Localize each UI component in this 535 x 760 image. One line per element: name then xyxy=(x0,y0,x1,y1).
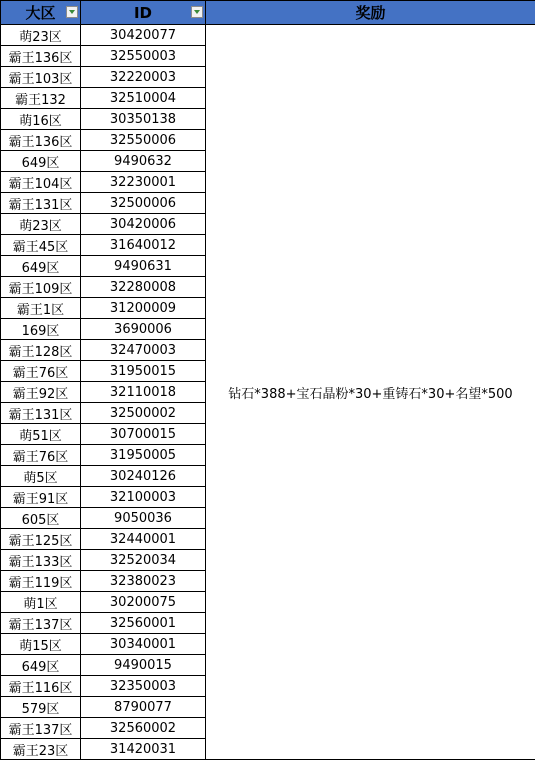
id-cell[interactable]: 32550006 xyxy=(81,130,206,151)
id-cell[interactable]: 30350138 xyxy=(81,109,206,130)
id-cell[interactable]: 30700015 xyxy=(81,424,206,445)
region-cell[interactable]: 霸王76区 xyxy=(1,361,81,382)
id-cell[interactable]: 32500006 xyxy=(81,193,206,214)
region-cell[interactable]: 霸王104区 xyxy=(1,172,81,193)
region-cell[interactable]: 霸王137区 xyxy=(1,613,81,634)
header-reward-label: 奖励 xyxy=(355,4,386,22)
id-cell[interactable]: 32470003 xyxy=(81,340,206,361)
id-cell[interactable]: 30240126 xyxy=(81,466,206,487)
region-cell[interactable]: 霸王103区 xyxy=(1,67,81,88)
region-cell[interactable]: 萌15区 xyxy=(1,634,81,655)
id-cell[interactable]: 9050036 xyxy=(81,508,206,529)
region-cell[interactable]: 霸王137区 xyxy=(1,718,81,739)
table-body xyxy=(1,25,535,760)
header-region xyxy=(1,1,81,25)
id-cell[interactable]: 30420077 xyxy=(81,25,206,46)
table-row xyxy=(1,25,535,46)
id-cell[interactable]: 30340001 xyxy=(81,634,206,655)
id-cell[interactable]: 31950005 xyxy=(81,445,206,466)
id-cell[interactable]: 3690006 xyxy=(81,319,206,340)
id-cell[interactable]: 9490015 xyxy=(81,655,206,676)
region-cell[interactable]: 霸王136区 xyxy=(1,46,81,67)
id-cell[interactable]: 32380023 xyxy=(81,571,206,592)
region-cell[interactable]: 萌23区 xyxy=(1,214,81,235)
id-cell[interactable]: 32510004 xyxy=(81,88,206,109)
id-cell[interactable]: 32560002 xyxy=(81,718,206,739)
id-cell[interactable]: 30420006 xyxy=(81,214,206,235)
region-cell[interactable]: 霸王131区 xyxy=(1,193,81,214)
header-id xyxy=(81,1,206,25)
region-cell[interactable]: 霸王125区 xyxy=(1,529,81,550)
id-cell[interactable]: 31420031 xyxy=(81,739,206,760)
id-cell[interactable]: 32520034 xyxy=(81,550,206,571)
region-cell[interactable]: 霸王132 xyxy=(1,88,81,109)
id-cell[interactable]: 8790077 xyxy=(81,697,206,718)
region-cell[interactable]: 169区 xyxy=(1,319,81,340)
region-cell[interactable]: 霸王136区 xyxy=(1,130,81,151)
region-cell[interactable]: 萌16区 xyxy=(1,109,81,130)
id-cell[interactable]: 32440001 xyxy=(81,529,206,550)
region-cell[interactable]: 霸王116区 xyxy=(1,676,81,697)
region-cell[interactable]: 605区 xyxy=(1,508,81,529)
header-reward xyxy=(206,1,535,25)
id-cell[interactable]: 32500002 xyxy=(81,403,206,424)
id-cell[interactable]: 32220003 xyxy=(81,67,206,88)
filter-dropdown-icon xyxy=(192,7,202,17)
header-id-label: ID xyxy=(133,3,153,22)
id-cell[interactable]: 9490631 xyxy=(81,256,206,277)
region-cell[interactable]: 霸王1区 xyxy=(1,298,81,319)
region-cell[interactable]: 霸王119区 xyxy=(1,571,81,592)
id-cell[interactable]: 31950015 xyxy=(81,361,206,382)
id-filter-button[interactable] xyxy=(191,6,203,18)
region-cell[interactable]: 霸王45区 xyxy=(1,235,81,256)
header-region-label: 大区 xyxy=(25,4,56,22)
id-cell[interactable]: 30200075 xyxy=(81,592,206,613)
header-row xyxy=(1,1,535,25)
region-cell[interactable]: 萌1区 xyxy=(1,592,81,613)
region-cell[interactable]: 霸王92区 xyxy=(1,382,81,403)
id-cell[interactable]: 32280008 xyxy=(81,277,206,298)
region-cell[interactable]: 霸王131区 xyxy=(1,403,81,424)
region-cell[interactable]: 霸王23区 xyxy=(1,739,81,760)
region-cell[interactable]: 霸王109区 xyxy=(1,277,81,298)
region-cell[interactable]: 霸王133区 xyxy=(1,550,81,571)
id-cell[interactable]: 32230001 xyxy=(81,172,206,193)
region-cell[interactable]: 649区 xyxy=(1,151,81,172)
region-cell[interactable]: 649区 xyxy=(1,655,81,676)
filter-dropdown-icon xyxy=(67,7,77,17)
reward-cell[interactable]: 钻石*388+宝石晶粉*30+重铸石*30+名望*500 xyxy=(206,25,535,760)
region-cell[interactable]: 萌23区 xyxy=(1,25,81,46)
id-cell[interactable]: 32110018 xyxy=(81,382,206,403)
id-cell[interactable]: 32100003 xyxy=(81,487,206,508)
id-cell[interactable]: 9490632 xyxy=(81,151,206,172)
region-cell[interactable]: 霸王128区 xyxy=(1,340,81,361)
region-cell[interactable]: 霸王76区 xyxy=(1,445,81,466)
region-filter-button[interactable] xyxy=(66,6,78,18)
region-cell[interactable]: 霸王91区 xyxy=(1,487,81,508)
id-cell[interactable]: 32560001 xyxy=(81,613,206,634)
region-cell[interactable]: 萌51区 xyxy=(1,424,81,445)
id-cell[interactable]: 31640012 xyxy=(81,235,206,256)
id-cell[interactable]: 32350003 xyxy=(81,676,206,697)
id-cell[interactable]: 32550003 xyxy=(81,46,206,67)
id-cell[interactable]: 31200009 xyxy=(81,298,206,319)
region-cell[interactable]: 579区 xyxy=(1,697,81,718)
region-cell[interactable]: 萌5区 xyxy=(1,466,81,487)
region-cell[interactable]: 649区 xyxy=(1,256,81,277)
